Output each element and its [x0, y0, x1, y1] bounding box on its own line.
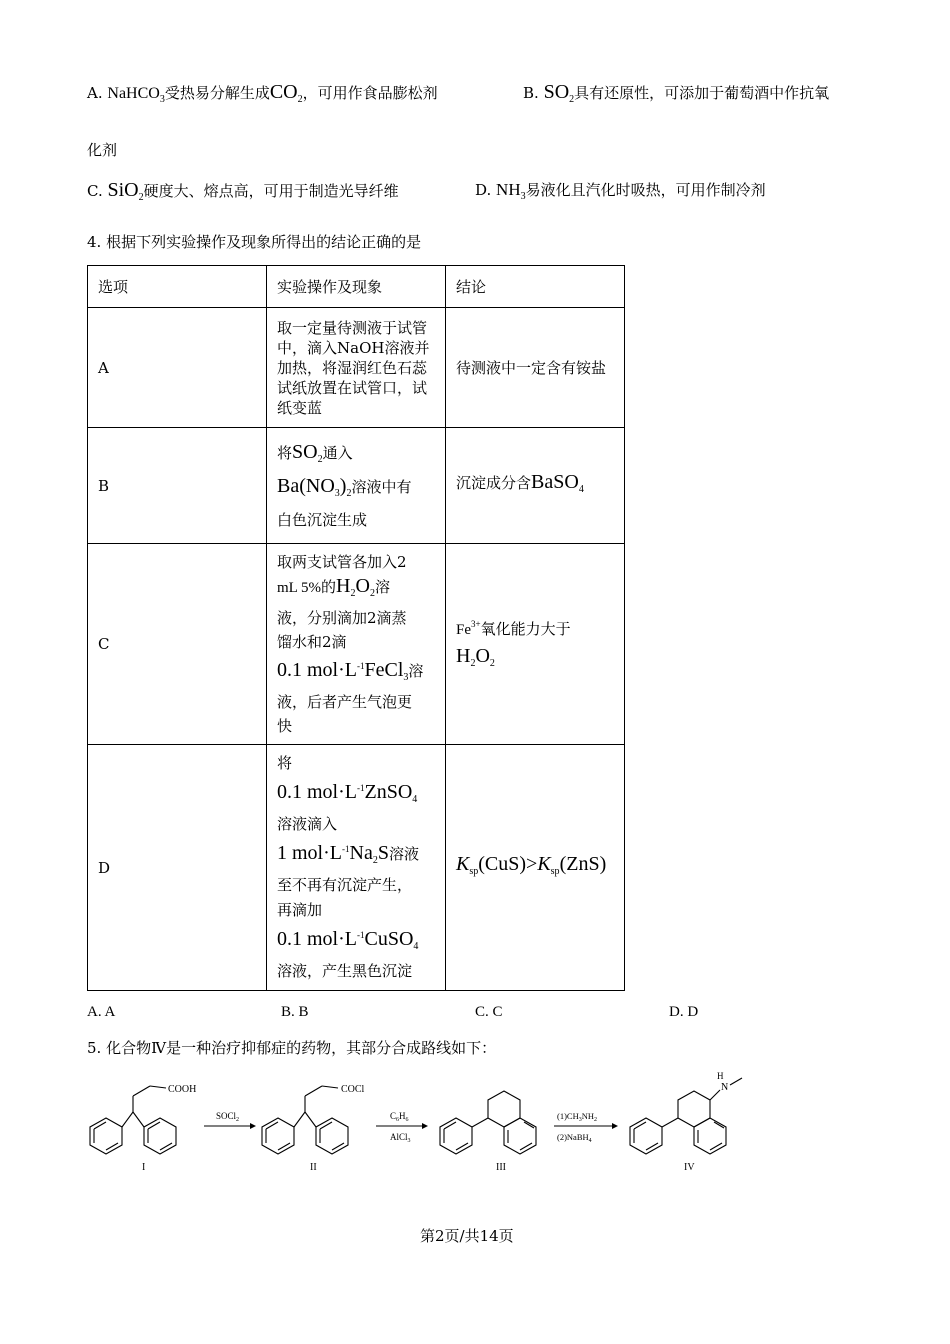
- arrow-1-head: [250, 1123, 256, 1129]
- row-conclusion: 沉淀成分含BaSO$_4$: [446, 428, 625, 544]
- q3-option-b-cont: 化剂: [87, 141, 118, 159]
- option-letter: A.: [87, 84, 103, 102]
- synthesis-route-diagram: [80, 1070, 760, 1180]
- row-label: C: [88, 544, 267, 745]
- row-operation: 取两支试管各加入2 mL 5%的$H_2O_2$溶 液，分别滴加2滴蒸 馏水和2滴 0.1 $mol\cdot L^{-1}FeCl_3$溶 液，后者产生气泡更 快: [267, 544, 446, 745]
- header-operation: 实验操作及现象: [267, 266, 446, 308]
- q3-option-b: [523, 82, 829, 110]
- option-letter: D.: [475, 181, 492, 199]
- formula-nahco3: NaHCO$_3$: [107, 85, 165, 105]
- reagent-3-top: $(1)CH_3NH_2$: [557, 1111, 598, 1123]
- compound-ii-structure: [262, 1086, 348, 1154]
- formula-co2: $CO_2$: [269, 81, 303, 105]
- row-conclusion: $K_{sp}(CuS)>K_{sp}(ZnS)$: [446, 745, 625, 991]
- q4-table: [87, 265, 625, 991]
- arrow-3-head: [612, 1123, 618, 1129]
- reagent-1: SOCl$_2$: [216, 1111, 240, 1123]
- page-footer: 第2页/共14页: [420, 1227, 514, 1245]
- table-row-a: [88, 308, 625, 428]
- row-label: B: [88, 428, 267, 544]
- answer-d[interactable]: D. D: [669, 1004, 699, 1020]
- option-text: ，可用作食品膨松剂: [302, 84, 438, 102]
- formula-nh3: $NH_3$: [496, 180, 526, 202]
- answer-b[interactable]: B. B: [281, 1004, 309, 1020]
- q4-stem: 4. 根据下列实验操作及现象所得出的结论正确的是: [87, 233, 422, 251]
- reagent-2-top: $C_6H_6$: [390, 1111, 409, 1123]
- table-row-d: [88, 745, 625, 991]
- label-ii: II: [310, 1162, 317, 1173]
- label-i: I: [142, 1162, 146, 1173]
- row-label: A: [88, 308, 267, 428]
- header-conclusion: 结论: [446, 266, 625, 308]
- row-operation: 将$SO_2$通入 $Ba(NO_3)_2$溶液中有 白色沉淀生成: [267, 428, 446, 544]
- q5-stem: 5. 化合物Ⅳ是一种治疗抑郁症的药物，其部分合成路线如下：: [87, 1039, 497, 1057]
- row-conclusion: 待测液中一定含有铵盐: [446, 308, 625, 428]
- option-letter: C.: [87, 182, 103, 200]
- answer-a[interactable]: A. A: [87, 1004, 116, 1020]
- compound-i-structure: [90, 1086, 176, 1154]
- formula-so2: $SO_2$: [543, 81, 575, 105]
- arrow-2-head: [422, 1123, 428, 1129]
- header-option: 选项: [88, 266, 267, 308]
- q3-option-c: [87, 180, 399, 208]
- label-iii: III: [496, 1162, 506, 1173]
- option-text: 具有还原性，可添加于葡萄酒中作抗氧: [574, 84, 830, 102]
- answer-c[interactable]: C. C: [475, 1004, 503, 1020]
- table-row-c: [88, 544, 625, 745]
- reagent-3-bottom: (2)NaBH$_4$: [557, 1132, 592, 1144]
- table-header-row: [88, 266, 625, 308]
- row-conclusion: $Fe^{3+}$氧化能力大于 $H_2O_2$: [446, 544, 625, 745]
- nh-n-label: N: [721, 1082, 729, 1093]
- q3-option-a: [87, 82, 438, 110]
- option-text: 硬度大、熔点高，可用于制造光导纤维: [143, 182, 399, 200]
- option-text: 受热易分解生成: [164, 84, 270, 102]
- q3-option-d: [475, 180, 766, 207]
- label-iv: IV: [684, 1162, 695, 1173]
- reagent-2-bottom: AlCl$_3$: [390, 1132, 411, 1144]
- row-operation: 将 0.1 $mol\cdot L^{-1}ZnSO_4$ 溶液滴入 1 $mol\cdot L^{-1}Na_2S$溶液 至不再有沉淀产生， 再滴加 0.1 $mol\cdot L^{-1}CuSO_4$ 溶液，产生黑色沉淀: [267, 745, 446, 991]
- cocl-label: COCl: [341, 1084, 365, 1095]
- table-row-b: [88, 428, 625, 544]
- option-text: 易液化且汽化时吸热，可用作制冷剂: [525, 181, 766, 199]
- row-operation: 取一定量待测液于试管中，滴入NaOH溶液并加热，将湿润红色石蕊试纸放置在试管口，试纸变蓝: [267, 308, 446, 428]
- formula-sio2: SiO$_2$: [107, 179, 144, 203]
- nh-h-label: H: [717, 1071, 724, 1081]
- row-label: D: [88, 745, 267, 991]
- cooh-label: COOH: [168, 1084, 197, 1095]
- option-letter: B.: [523, 84, 539, 102]
- compound-iii-structure: [440, 1091, 536, 1154]
